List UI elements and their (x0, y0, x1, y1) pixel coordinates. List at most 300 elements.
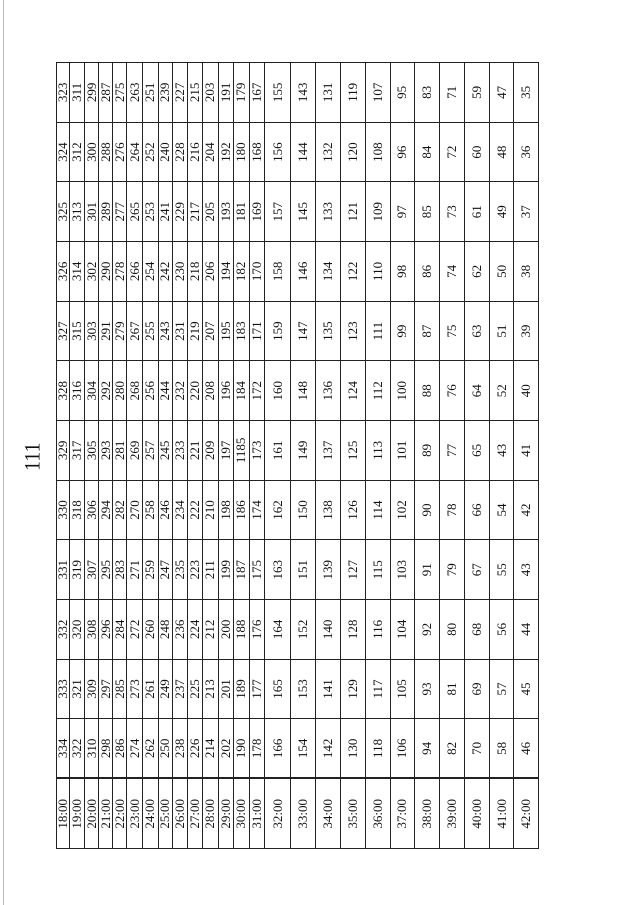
value-cell: 301 (84, 182, 99, 242)
value-cell: 230 (173, 242, 188, 302)
time-label-cell: 40:00 (465, 779, 490, 849)
time-label-cell: 20:00 (84, 779, 99, 849)
value-cell: 190 (234, 719, 250, 779)
value-cell: 133 (316, 182, 341, 242)
table-row (84, 63, 99, 849)
value-cell: 183 (234, 301, 250, 361)
value-cell: 110 (365, 242, 390, 302)
value-cell: 57 (490, 659, 514, 719)
value-cell: 96 (390, 122, 414, 182)
value-cell: 229 (173, 182, 188, 242)
value-cell: 272 (127, 600, 143, 660)
value-cell: 73 (440, 182, 465, 242)
value-cell: 252 (142, 122, 158, 182)
value-cell: 126 (340, 480, 365, 540)
value-cell: 164 (265, 600, 291, 660)
value-cell: 144 (291, 122, 316, 182)
value-cell: 93 (414, 659, 440, 719)
value-cell: 156 (265, 122, 291, 182)
value-cell: 219 (187, 301, 203, 361)
value-cell: 232 (173, 361, 188, 421)
value-cell: 318 (70, 480, 85, 540)
value-cell: 217 (187, 182, 203, 242)
time-label-cell: 21:00 (99, 779, 112, 849)
value-cell: 216 (187, 122, 203, 182)
table-body (57, 63, 539, 849)
value-cell: 328 (57, 361, 70, 421)
value-cell: 72 (440, 122, 465, 182)
value-cell: 37 (513, 182, 538, 242)
table-row (249, 63, 265, 849)
value-cell: 1185 (234, 421, 250, 481)
value-cell: 204 (203, 122, 219, 182)
value-cell: 128 (340, 600, 365, 660)
value-cell: 154 (291, 719, 316, 779)
value-cell: 151 (291, 540, 316, 600)
value-cell: 97 (390, 182, 414, 242)
time-label-cell: 37:00 (390, 779, 414, 849)
value-cell: 244 (158, 361, 173, 421)
value-cell: 109 (365, 182, 390, 242)
value-cell: 84 (414, 122, 440, 182)
value-cell: 103 (390, 540, 414, 600)
value-cell: 206 (203, 242, 219, 302)
value-cell: 192 (218, 122, 234, 182)
value-cell: 69 (465, 659, 490, 719)
value-cell: 215 (187, 63, 203, 123)
value-cell: 135 (316, 301, 341, 361)
time-label-cell: 23:00 (127, 779, 143, 849)
value-cell: 224 (187, 600, 203, 660)
value-cell: 148 (291, 361, 316, 421)
time-label-cell: 29:00 (218, 779, 234, 849)
value-cell: 208 (203, 361, 219, 421)
value-cell: 293 (99, 421, 112, 481)
value-cell: 207 (203, 301, 219, 361)
value-cell: 260 (142, 600, 158, 660)
value-cell: 305 (84, 421, 99, 481)
value-cell: 80 (440, 600, 465, 660)
value-cell: 285 (112, 659, 127, 719)
value-cell: 321 (70, 659, 85, 719)
value-cell: 172 (249, 361, 265, 421)
value-cell: 256 (142, 361, 158, 421)
table-row (173, 63, 188, 849)
value-cell: 180 (234, 122, 250, 182)
value-cell: 194 (218, 242, 234, 302)
value-cell: 102 (390, 480, 414, 540)
time-label-cell: 28:00 (203, 779, 219, 849)
value-cell: 123 (340, 301, 365, 361)
value-cell: 174 (249, 480, 265, 540)
value-cell: 99 (390, 301, 414, 361)
value-cell: 89 (414, 421, 440, 481)
value-cell: 47 (490, 63, 514, 123)
value-cell: 90 (414, 480, 440, 540)
value-cell: 85 (414, 182, 440, 242)
value-cell: 56 (490, 600, 514, 660)
value-cell: 124 (340, 361, 365, 421)
value-cell: 235 (173, 540, 188, 600)
value-cell: 325 (57, 182, 70, 242)
value-cell: 225 (187, 659, 203, 719)
time-label-cell: 31:00 (249, 779, 265, 849)
value-cell: 327 (57, 301, 70, 361)
value-cell: 39 (513, 301, 538, 361)
value-cell: 147 (291, 301, 316, 361)
value-cell: 189 (234, 659, 250, 719)
value-cell: 120 (340, 122, 365, 182)
value-cell: 251 (142, 63, 158, 123)
value-cell: 280 (112, 361, 127, 421)
value-cell: 138 (316, 480, 341, 540)
value-cell: 158 (265, 242, 291, 302)
value-cell: 132 (316, 122, 341, 182)
value-cell: 87 (414, 301, 440, 361)
value-cell: 159 (265, 301, 291, 361)
value-cell: 63 (465, 301, 490, 361)
value-cell: 52 (490, 361, 514, 421)
value-cell: 264 (127, 122, 143, 182)
value-cell: 86 (414, 242, 440, 302)
value-cell: 60 (465, 122, 490, 182)
value-cell: 105 (390, 659, 414, 719)
value-cell: 197 (218, 421, 234, 481)
value-cell: 255 (142, 301, 158, 361)
value-cell: 178 (249, 719, 265, 779)
value-cell: 267 (127, 301, 143, 361)
value-cell: 119 (340, 63, 365, 123)
value-cell: 81 (440, 659, 465, 719)
value-cell: 299 (84, 63, 99, 123)
value-cell: 265 (127, 182, 143, 242)
table-row (203, 63, 219, 849)
table-row (265, 63, 291, 849)
value-cell: 79 (440, 540, 465, 600)
value-cell: 274 (127, 719, 143, 779)
time-label-cell: 41:00 (490, 779, 514, 849)
value-cell: 261 (142, 659, 158, 719)
value-cell: 106 (390, 719, 414, 779)
value-cell: 176 (249, 600, 265, 660)
table-row (390, 63, 414, 849)
value-cell: 273 (127, 659, 143, 719)
value-cell: 111 (365, 301, 390, 361)
value-cell: 309 (84, 659, 99, 719)
value-cell: 303 (84, 301, 99, 361)
value-cell: 259 (142, 540, 158, 600)
value-cell: 220 (187, 361, 203, 421)
value-cell: 278 (112, 242, 127, 302)
value-cell: 98 (390, 242, 414, 302)
value-cell: 160 (265, 361, 291, 421)
value-cell: 169 (249, 182, 265, 242)
value-cell: 115 (365, 540, 390, 600)
value-cell: 50 (490, 242, 514, 302)
value-cell: 51 (490, 301, 514, 361)
value-cell: 196 (218, 361, 234, 421)
time-label-cell: 32:00 (265, 779, 291, 849)
page-edge-line (3, 0, 4, 905)
value-cell: 55 (490, 540, 514, 600)
value-cell: 277 (112, 182, 127, 242)
value-cell: 61 (465, 182, 490, 242)
time-label-cell: 39:00 (440, 779, 465, 849)
value-cell: 254 (142, 242, 158, 302)
value-cell: 59 (465, 63, 490, 123)
value-cell: 76 (440, 361, 465, 421)
value-cell: 283 (112, 540, 127, 600)
value-cell: 247 (158, 540, 173, 600)
value-cell: 35 (513, 63, 538, 123)
value-cell: 38 (513, 242, 538, 302)
value-cell: 108 (365, 122, 390, 182)
value-cell: 125 (340, 421, 365, 481)
table-row (490, 63, 514, 849)
value-cell: 44 (513, 600, 538, 660)
value-cell: 275 (112, 63, 127, 123)
table-row (340, 63, 365, 849)
value-cell: 118 (365, 719, 390, 779)
value-cell: 168 (249, 122, 265, 182)
value-cell: 91 (414, 540, 440, 600)
table-row (99, 63, 112, 849)
value-cell: 95 (390, 63, 414, 123)
value-cell: 329 (57, 421, 70, 481)
value-cell: 116 (365, 600, 390, 660)
value-cell: 332 (57, 600, 70, 660)
table-row (70, 63, 85, 849)
value-cell: 205 (203, 182, 219, 242)
value-cell: 316 (70, 361, 85, 421)
value-cell: 211 (203, 540, 219, 600)
value-cell: 191 (218, 63, 234, 123)
value-cell: 320 (70, 600, 85, 660)
value-cell: 104 (390, 600, 414, 660)
value-cell: 181 (234, 182, 250, 242)
table-row (414, 63, 440, 849)
value-cell: 331 (57, 540, 70, 600)
value-cell: 296 (99, 600, 112, 660)
value-cell: 107 (365, 63, 390, 123)
value-cell: 167 (249, 63, 265, 123)
value-cell: 45 (513, 659, 538, 719)
value-cell: 140 (316, 600, 341, 660)
value-cell: 121 (340, 182, 365, 242)
value-cell: 279 (112, 301, 127, 361)
value-cell: 131 (316, 63, 341, 123)
value-cell: 242 (158, 242, 173, 302)
value-cell: 36 (513, 122, 538, 182)
value-cell: 282 (112, 480, 127, 540)
value-cell: 239 (158, 63, 173, 123)
time-label-cell: 24:00 (142, 779, 158, 849)
value-cell: 161 (265, 421, 291, 481)
value-cell: 198 (218, 480, 234, 540)
value-cell: 153 (291, 659, 316, 719)
value-cell: 209 (203, 421, 219, 481)
value-cell: 270 (127, 480, 143, 540)
value-cell: 210 (203, 480, 219, 540)
value-cell: 170 (249, 242, 265, 302)
value-cell: 142 (316, 719, 341, 779)
value-cell: 175 (249, 540, 265, 600)
value-cell: 122 (340, 242, 365, 302)
value-cell: 179 (234, 63, 250, 123)
value-cell: 291 (99, 301, 112, 361)
value-cell: 195 (218, 301, 234, 361)
value-cell: 70 (465, 719, 490, 779)
value-cell: 313 (70, 182, 85, 242)
value-cell: 228 (173, 122, 188, 182)
value-cell: 253 (142, 182, 158, 242)
value-cell: 177 (249, 659, 265, 719)
value-cell: 202 (218, 719, 234, 779)
table-row (218, 63, 234, 849)
table-row (513, 63, 538, 849)
value-cell: 233 (173, 421, 188, 481)
table-row (291, 63, 316, 849)
value-cell: 295 (99, 540, 112, 600)
value-cell: 234 (173, 480, 188, 540)
value-cell: 127 (340, 540, 365, 600)
value-cell: 150 (291, 480, 316, 540)
value-cell: 74 (440, 242, 465, 302)
value-cell: 114 (365, 480, 390, 540)
value-cell: 218 (187, 242, 203, 302)
value-cell: 302 (84, 242, 99, 302)
value-cell: 281 (112, 421, 127, 481)
value-cell: 40 (513, 361, 538, 421)
table-row (127, 63, 143, 849)
time-label-cell: 26:00 (173, 779, 188, 849)
value-cell: 101 (390, 421, 414, 481)
value-cell: 188 (234, 600, 250, 660)
value-cell: 78 (440, 480, 465, 540)
value-cell: 286 (112, 719, 127, 779)
value-cell: 226 (187, 719, 203, 779)
value-cell: 236 (173, 600, 188, 660)
value-cell: 137 (316, 421, 341, 481)
time-label-cell: 34:00 (316, 779, 341, 849)
value-cell: 250 (158, 719, 173, 779)
value-cell: 165 (265, 659, 291, 719)
value-cell: 199 (218, 540, 234, 600)
table-row (158, 63, 173, 849)
value-cell: 271 (127, 540, 143, 600)
value-cell: 187 (234, 540, 250, 600)
value-cell: 298 (99, 719, 112, 779)
value-cell: 182 (234, 242, 250, 302)
value-cell: 129 (340, 659, 365, 719)
value-cell: 334 (57, 719, 70, 779)
value-cell: 222 (187, 480, 203, 540)
value-cell: 223 (187, 540, 203, 600)
value-cell: 246 (158, 480, 173, 540)
value-cell: 314 (70, 242, 85, 302)
table-row (187, 63, 203, 849)
value-cell: 317 (70, 421, 85, 481)
value-cell: 213 (203, 659, 219, 719)
value-cell: 312 (70, 122, 85, 182)
time-label-cell: 42:00 (513, 779, 538, 849)
time-label-cell: 35:00 (340, 779, 365, 849)
value-cell: 268 (127, 361, 143, 421)
value-cell: 77 (440, 421, 465, 481)
time-label-cell: 19:00 (70, 779, 85, 849)
value-cell: 249 (158, 659, 173, 719)
value-cell: 276 (112, 122, 127, 182)
value-cell: 62 (465, 242, 490, 302)
value-cell: 288 (99, 122, 112, 182)
value-cell: 323 (57, 63, 70, 123)
value-cell: 100 (390, 361, 414, 421)
value-cell: 306 (84, 480, 99, 540)
value-cell: 141 (316, 659, 341, 719)
value-cell: 221 (187, 421, 203, 481)
time-value-table (56, 62, 539, 849)
value-cell: 292 (99, 361, 112, 421)
value-cell: 324 (57, 122, 70, 182)
value-cell: 193 (218, 182, 234, 242)
value-cell: 289 (99, 182, 112, 242)
value-cell: 43 (490, 421, 514, 481)
value-cell: 290 (99, 242, 112, 302)
value-cell: 171 (249, 301, 265, 361)
value-cell: 186 (234, 480, 250, 540)
value-cell: 92 (414, 600, 440, 660)
value-cell: 266 (127, 242, 143, 302)
value-cell: 136 (316, 361, 341, 421)
value-cell: 200 (218, 600, 234, 660)
value-cell: 155 (265, 63, 291, 123)
value-cell: 237 (173, 659, 188, 719)
value-cell: 294 (99, 480, 112, 540)
value-cell: 333 (57, 659, 70, 719)
value-cell: 227 (173, 63, 188, 123)
table-row (440, 63, 465, 849)
value-cell: 112 (365, 361, 390, 421)
table-row (365, 63, 390, 849)
value-cell: 163 (265, 540, 291, 600)
page-number: 111 (20, 442, 46, 471)
value-cell: 117 (365, 659, 390, 719)
time-label-cell: 33:00 (291, 779, 316, 849)
table-row (142, 63, 158, 849)
value-cell: 258 (142, 480, 158, 540)
value-cell: 319 (70, 540, 85, 600)
value-cell: 149 (291, 421, 316, 481)
value-cell: 166 (265, 719, 291, 779)
value-cell: 145 (291, 182, 316, 242)
value-cell: 311 (70, 63, 85, 123)
value-cell: 48 (490, 122, 514, 182)
value-cell: 284 (112, 600, 127, 660)
value-cell: 64 (465, 361, 490, 421)
value-cell: 263 (127, 63, 143, 123)
value-cell: 214 (203, 719, 219, 779)
value-cell: 139 (316, 540, 341, 600)
value-cell: 152 (291, 600, 316, 660)
value-cell: 113 (365, 421, 390, 481)
value-cell: 203 (203, 63, 219, 123)
value-cell: 143 (291, 63, 316, 123)
table-row (316, 63, 341, 849)
value-cell: 49 (490, 182, 514, 242)
value-cell: 65 (465, 421, 490, 481)
table-row (57, 63, 70, 849)
value-cell: 94 (414, 719, 440, 779)
